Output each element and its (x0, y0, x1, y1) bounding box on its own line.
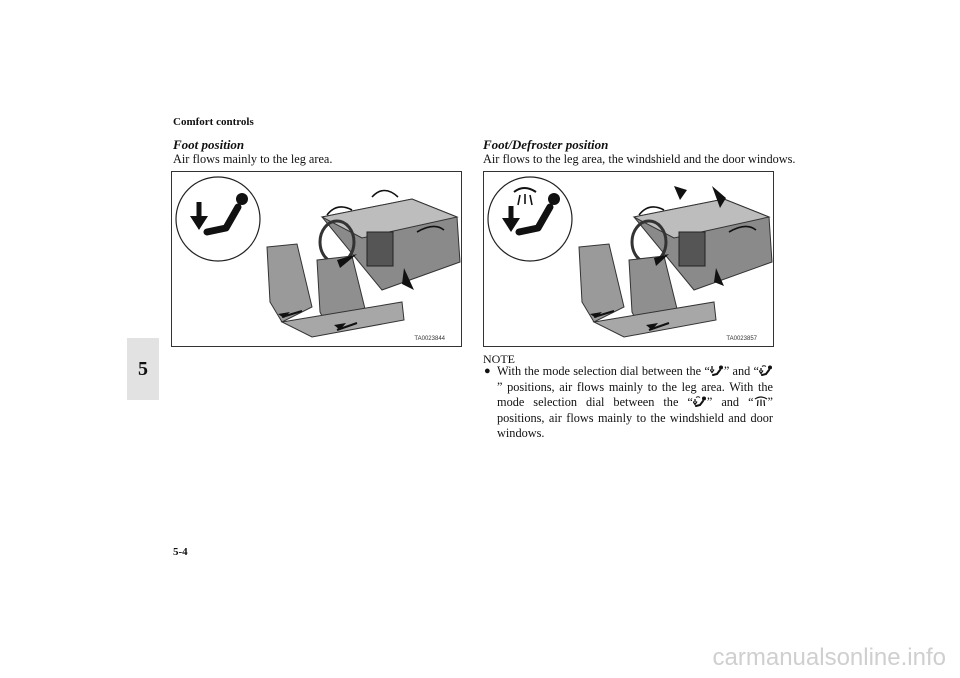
dashboard-illustration (579, 199, 772, 337)
foot-mode-icon (176, 177, 260, 261)
foot-defroster-position-title: Foot/Defroster position (483, 137, 609, 152)
foot-defroster-position-figure (483, 171, 774, 347)
foot-defroster-mode-icon (759, 365, 773, 377)
figure-code: TA0023857 (726, 336, 757, 342)
chapter-tab (127, 338, 159, 400)
foot-position-description: Air flows mainly to the leg area. (173, 152, 333, 166)
chapter-number: 5 (138, 358, 148, 380)
foot-defroster-position-description: Air flows to the leg area, the windshield and the door windows. (483, 152, 796, 166)
foot-defroster-mode-icon (488, 177, 572, 261)
page-number: 5-4 (173, 546, 188, 558)
figure-code: TA0023844 (414, 336, 445, 342)
foot-mode-icon (710, 365, 724, 377)
foot-position-figure (171, 171, 462, 347)
note-text: With the mode selection dial between the “ ” and “” positions, air flows mainly to the leg area. With the mode selection dial between the “ ” and “ ” positions, air flows mainly to the windshield and door windows. (497, 364, 773, 440)
note-bullet: ● (484, 365, 491, 377)
defroster-mode-icon (754, 396, 768, 408)
section-header: Comfort controls (173, 116, 254, 128)
foot-defroster-mode-icon (693, 396, 707, 408)
note-label: NOTE (483, 352, 515, 366)
dashboard-illustration (267, 199, 460, 337)
watermark: carmanualsonline.info (712, 644, 946, 671)
foot-position-title: Foot position (173, 137, 245, 152)
